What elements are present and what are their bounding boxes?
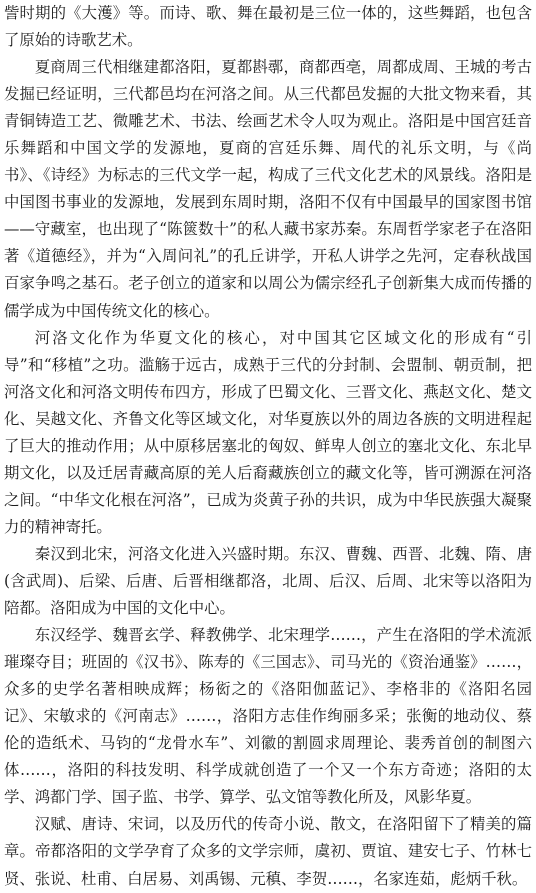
document-page <box>4 0 532 893</box>
paragraph-6: 汉赋、唐诗、宋词，以及历代的传奇小说、散文，在洛阳留下了精美的篇章。帝都洛阳的文学孕育了众多的文学宗师，虞初、贾谊、建安七子、竹林七贤、张说、杜甫、白居易、刘禹锡、元稹、李贺……，名家连茹，彪炳千秋。 <box>4 815 532 888</box>
paragraph-2: 夏商周三代相继建都洛阳，夏都斟鄩，商都西亳，周都成周、王城的考古发掘已经证明，三代都邑均在河洛之间。从三代都邑发掘的大批文物来看，其青铜铸造工艺、微雕艺术、书法、绘画艺术令人叹为观止。洛阳是中国宫廷音乐舞蹈和中国文学的发源地，夏商的宫廷乐舞、周代的礼乐文明，与《尚书》、《诗经》为标志的三代文学一起，构成了三代文化艺术的风景线。洛阳是中国图书事业的发源地，发展到东周时期，洛阳不仅有中国最早的国家图书馆——守藏室，也出现了“陈篋数十”的私人藏书家苏秦。东周哲学家老子在洛阳著《道德经》，并为“入周问礼”的孔丘讲学，开私人讲学之先河，定春秋战国百家争鸣之基石。老子创立的道家和以周公为儒宗经孔子创新集大成而传播的儒学成为中国传统文化的核心。 <box>4 58 532 320</box>
paragraph-5: 东汉经学、魏晋玄学、释教佛学、北宋理学……，产生在洛阳的学术流派璀璨夺目；班固的《汉书》、陈寿的《三国志》、司马光的《资治通鉴》……，众多的史学名著相映成辉；杨衒之的《洛阳伽蓝记》、李格非的《洛阳名园记》、宋敏求的《河南志》……，洛阳方志佳作绚丽多采；张衡的地动仪、蔡伦的造纸术、马钧的“龙骨水车”、刘徽的割圆求周理论、裴秀首创的制图六体……，洛阳的科技发明、科学成就创造了一个又一个东方奇迹；洛阳的太学、鸿都门学、国子监、书学、算学、弘文馆等教化所及，风影华夏。 <box>4 626 532 807</box>
paragraph-1: 訾时期的《大濩》等。而诗、歌、舞在最初是三位一体的，这些舞蹈，也包含了原始的诗歌艺术。 <box>4 4 532 50</box>
paragraph-4: 秦汉到北宋，河洛文化进入兴盛时期。东汉、曹魏、西晋、北魏、隋、唐(含武周)、后梁、后唐、后晋相继都洛，北周、后汉、后周、北宋等以洛阳为陪都。洛阳成为中国的文化中心。 <box>4 544 532 618</box>
paragraph-3: 河洛文化作为华夏文化的核心，对中国其它区域文化的形成有“引导”和“移植”之功。滥觞于远古，成熟于三代的分封制、会盟制、朝贡制，把河洛文化和河洛文明传布四方，形成了巴蜀文化、三晋文化、燕赵文化、楚文化、吴越文化、齐鲁文化等区域文化，对华夏族以外的周边各族的文明进程起了巨大的推动作用；从中原移居塞北的匈奴、鲜卑人创立的塞北文化、东北早期文化，以及迁居青藏高原的羌人后裔藏族创立的藏文化等，皆可溯源在河洛之间。“中华文化根在河洛”，已成为炎黄子孙的共识，成为中华民族强大凝聚力的精神寄托。 <box>4 328 532 536</box>
